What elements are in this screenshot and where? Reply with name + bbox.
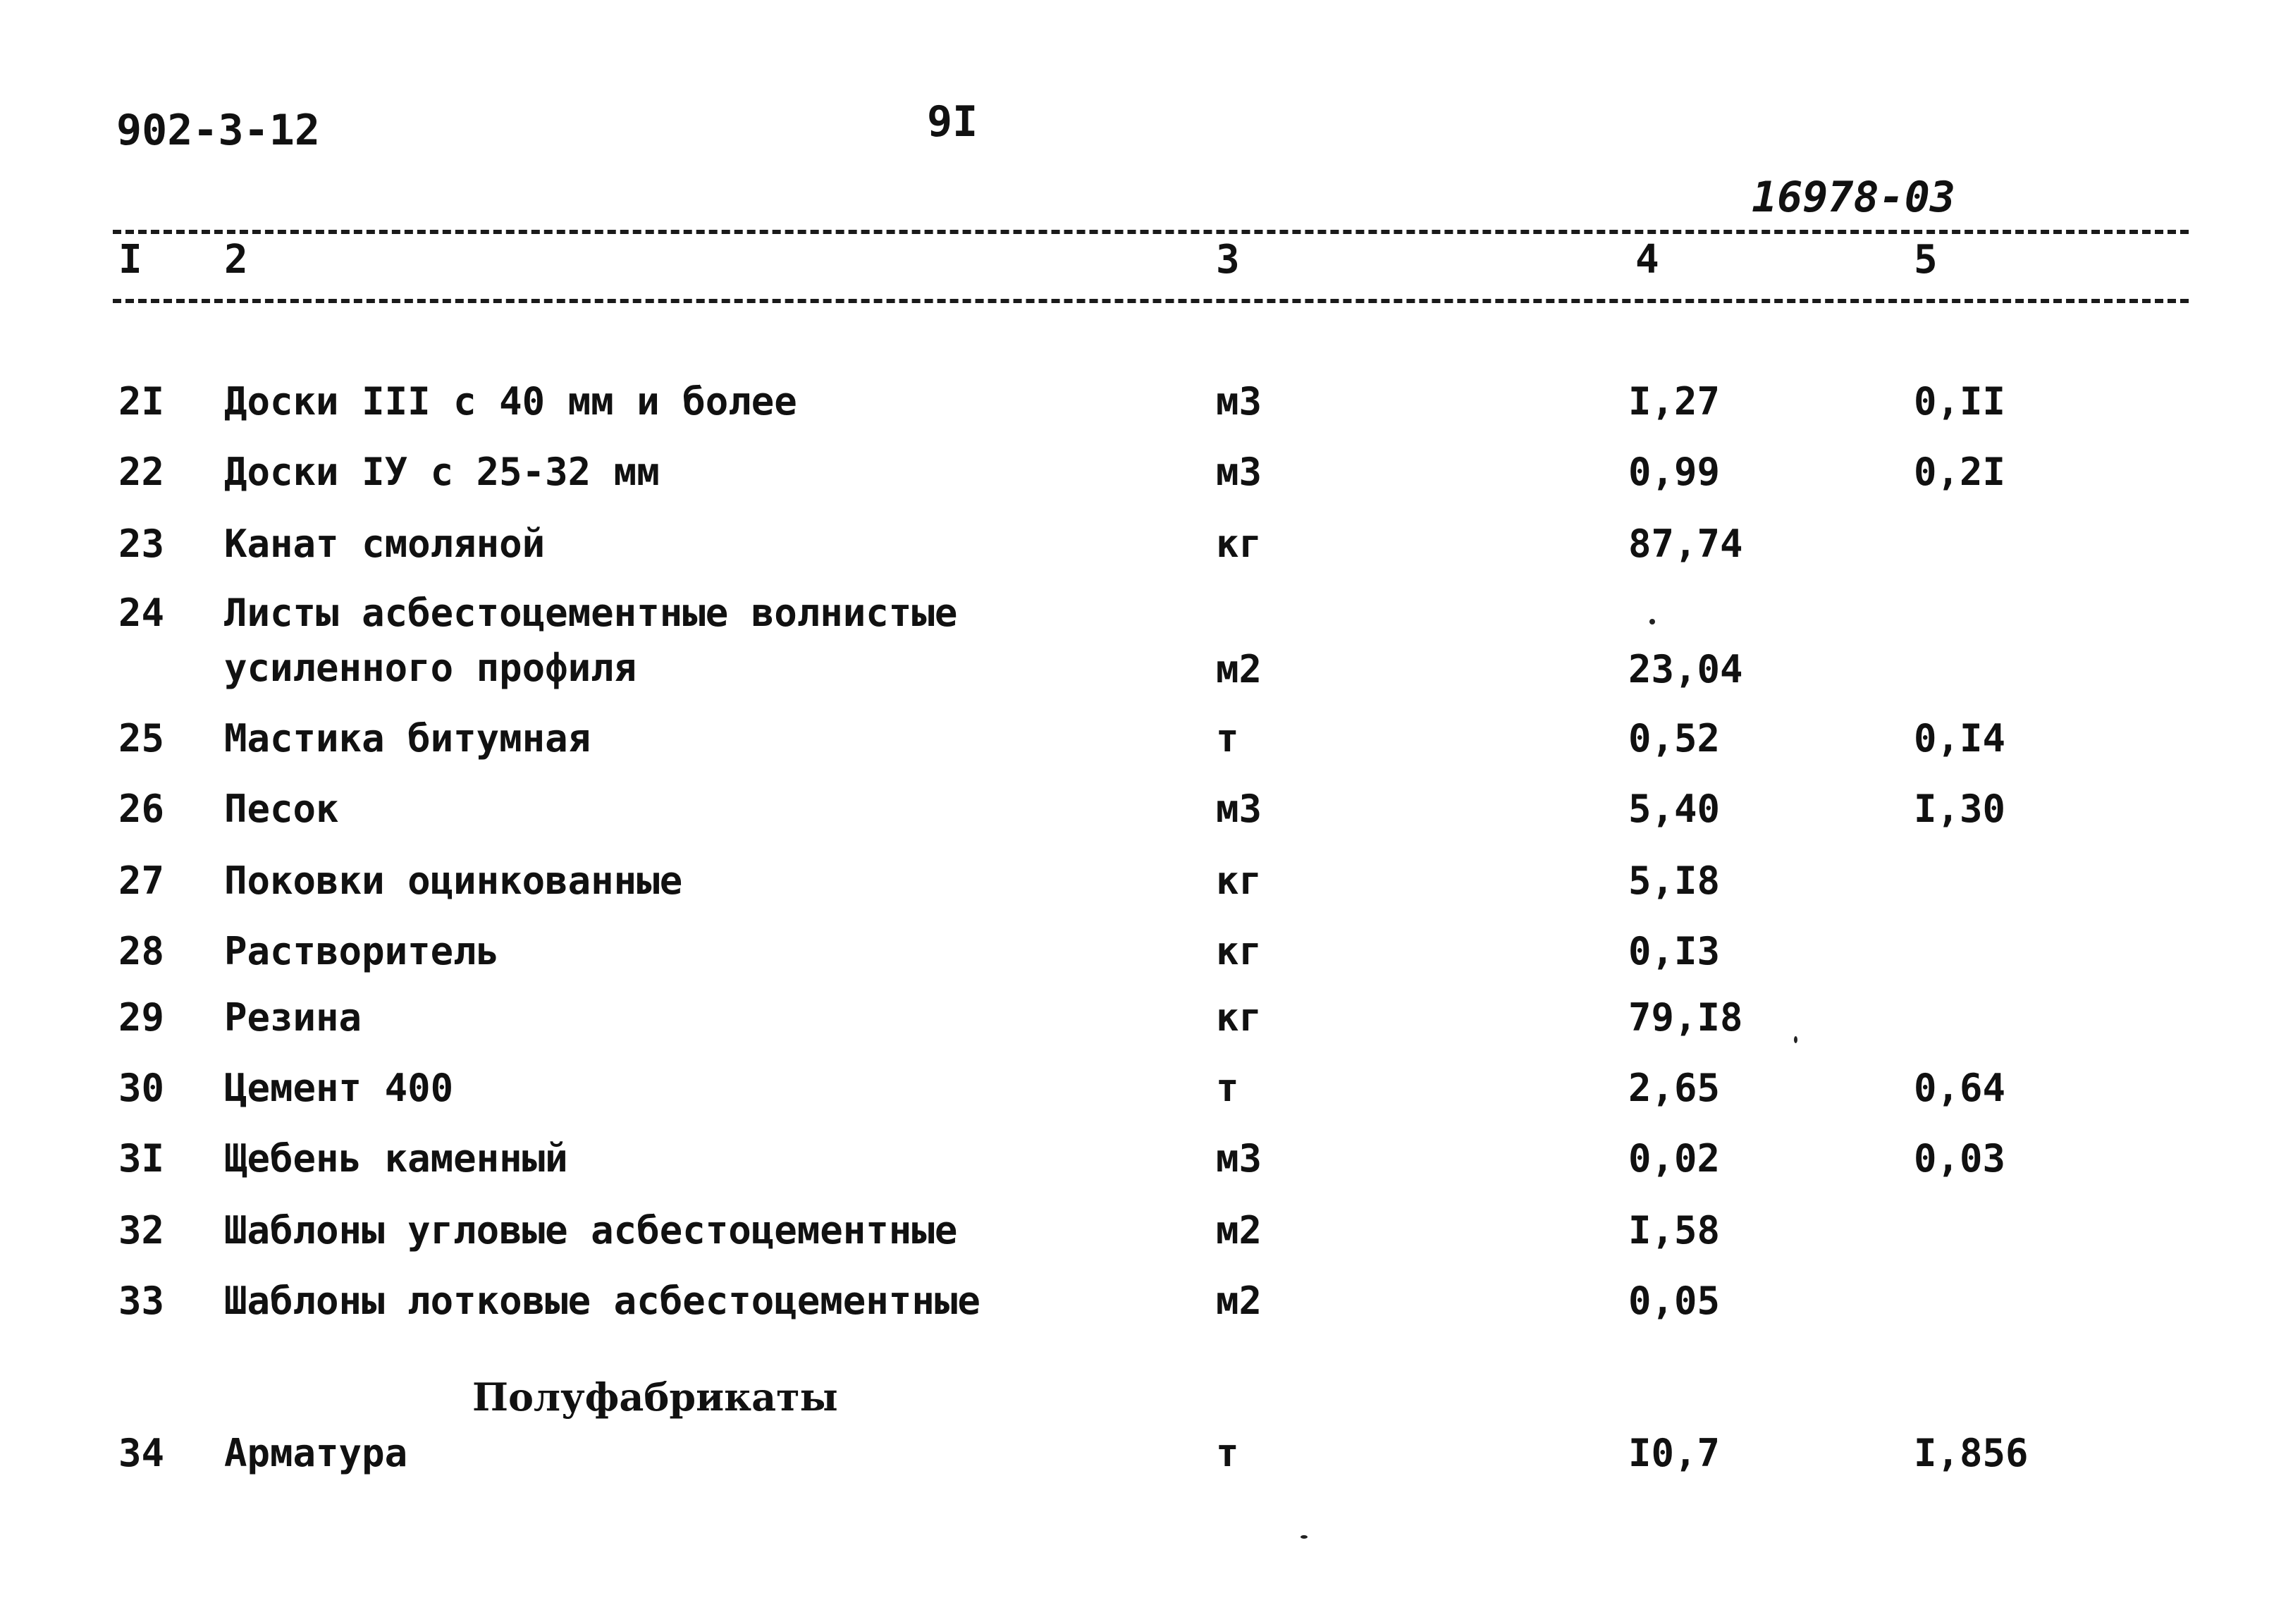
unit: м3: [1216, 379, 1262, 424]
material-name: Цемент 400: [224, 1066, 454, 1110]
row-number: 3I: [118, 1136, 165, 1181]
material-name: Резина: [224, 995, 362, 1040]
row-number: 30: [118, 1066, 165, 1110]
unit: т: [1216, 1066, 1239, 1110]
section-heading: Полуфабрикаты: [472, 1374, 838, 1420]
material-name: Доски III с 40 мм и более: [224, 379, 797, 424]
quantity-2: 0,64: [1914, 1066, 2006, 1110]
quantity-2: 0,03: [1914, 1136, 2006, 1181]
column-header-3: 3: [1216, 237, 1240, 283]
row-number: 34: [118, 1431, 165, 1475]
material-name: Растворитель: [224, 929, 500, 973]
quantity: 0,99: [1628, 450, 1721, 494]
table-top-rule: [113, 230, 2189, 234]
unit: т: [1216, 1431, 1239, 1475]
unit: м2: [1216, 1279, 1262, 1323]
quantity: 0,I3: [1628, 929, 1721, 973]
row-number: 33: [118, 1279, 165, 1323]
material-name: Мастика битумная: [224, 716, 591, 761]
quantity: 87,74: [1628, 522, 1743, 566]
column-header-4: 4: [1635, 237, 1659, 283]
scan-speck: [1649, 619, 1655, 625]
unit: м3: [1216, 787, 1262, 831]
table-row: [0, 450, 2281, 520]
row-number: 29: [118, 995, 165, 1040]
quantity: 0,02: [1628, 1136, 1721, 1181]
sheet-code: 16978-03: [1752, 173, 1955, 222]
quantity: 5,I8: [1628, 859, 1721, 903]
quantity: 5,40: [1628, 787, 1721, 831]
quantity-2: 0,I4: [1914, 716, 2006, 761]
unit: кг: [1216, 995, 1262, 1040]
material-name: Доски IУ с 25-32 мм: [224, 450, 660, 494]
column-header-5: 5: [1914, 237, 1938, 283]
quantity: 0,52: [1628, 716, 1721, 761]
table-row: [0, 859, 2281, 929]
quantity-2: 0,2I: [1914, 450, 2006, 494]
quantity-2: I,856: [1914, 1431, 2029, 1475]
quantity: 0,05: [1628, 1279, 1721, 1323]
unit: м2: [1216, 1208, 1262, 1253]
table-row: [0, 591, 2281, 718]
row-number: 2I: [118, 379, 165, 424]
quantity: I0,7: [1628, 1431, 1721, 1475]
material-name: Шаблоны угловые асбестоцементные: [224, 1208, 958, 1253]
document-code: 902-3-12: [116, 106, 320, 155]
unit: т: [1216, 716, 1239, 761]
unit: кг: [1216, 859, 1262, 903]
page-number: 9I: [927, 97, 978, 147]
material-name-continued: усиленного профиля: [224, 646, 637, 690]
table-row: [0, 1208, 2281, 1279]
row-number: 22: [118, 450, 165, 494]
quantity: 23,04: [1628, 647, 1743, 691]
table-row: [0, 787, 2281, 857]
unit: м2: [1216, 647, 1262, 691]
quantity-2: I,30: [1914, 787, 2006, 831]
table-row: [0, 995, 2281, 1066]
table-row: [0, 1136, 2281, 1207]
table-row: [0, 1066, 2281, 1136]
unit: кг: [1216, 522, 1262, 566]
row-number: 27: [118, 859, 165, 903]
column-header-2: 2: [224, 237, 248, 283]
table-row: [0, 379, 2281, 450]
material-name: Поковки оцинкованные: [224, 859, 683, 903]
row-number: 25: [118, 716, 165, 761]
scan-speck: [1794, 1036, 1797, 1043]
row-number: 26: [118, 787, 165, 831]
material-name: Щебень каменный: [224, 1136, 568, 1181]
unit: кг: [1216, 929, 1262, 973]
material-name: Песок: [224, 787, 339, 831]
row-number: 28: [118, 929, 165, 973]
quantity: I,58: [1628, 1208, 1721, 1253]
row-number: 23: [118, 522, 165, 566]
scan-speck: [1301, 1535, 1308, 1539]
material-name: Канат смоляной: [224, 522, 546, 566]
material-name: Шаблоны лотковые асбестоцементные: [224, 1279, 980, 1323]
row-number: 32: [118, 1208, 165, 1253]
quantity: 79,I8: [1628, 995, 1743, 1040]
quantity-2: 0,II: [1914, 379, 2006, 424]
table-row: [0, 522, 2281, 592]
row-number: 24: [118, 591, 165, 635]
table-row: [0, 1431, 2281, 1501]
table-row: [0, 1279, 2281, 1349]
quantity: 2,65: [1628, 1066, 1721, 1110]
table-row: [0, 929, 2281, 999]
unit: м3: [1216, 1136, 1262, 1181]
material-name: Арматура: [224, 1431, 408, 1475]
column-header-1: I: [118, 237, 142, 283]
material-name: Листы асбестоцементные волнистые: [224, 591, 958, 635]
unit: м3: [1216, 450, 1262, 494]
quantity: I,27: [1628, 379, 1721, 424]
table-header-rule: [113, 299, 2189, 303]
table-row: [0, 716, 2281, 787]
